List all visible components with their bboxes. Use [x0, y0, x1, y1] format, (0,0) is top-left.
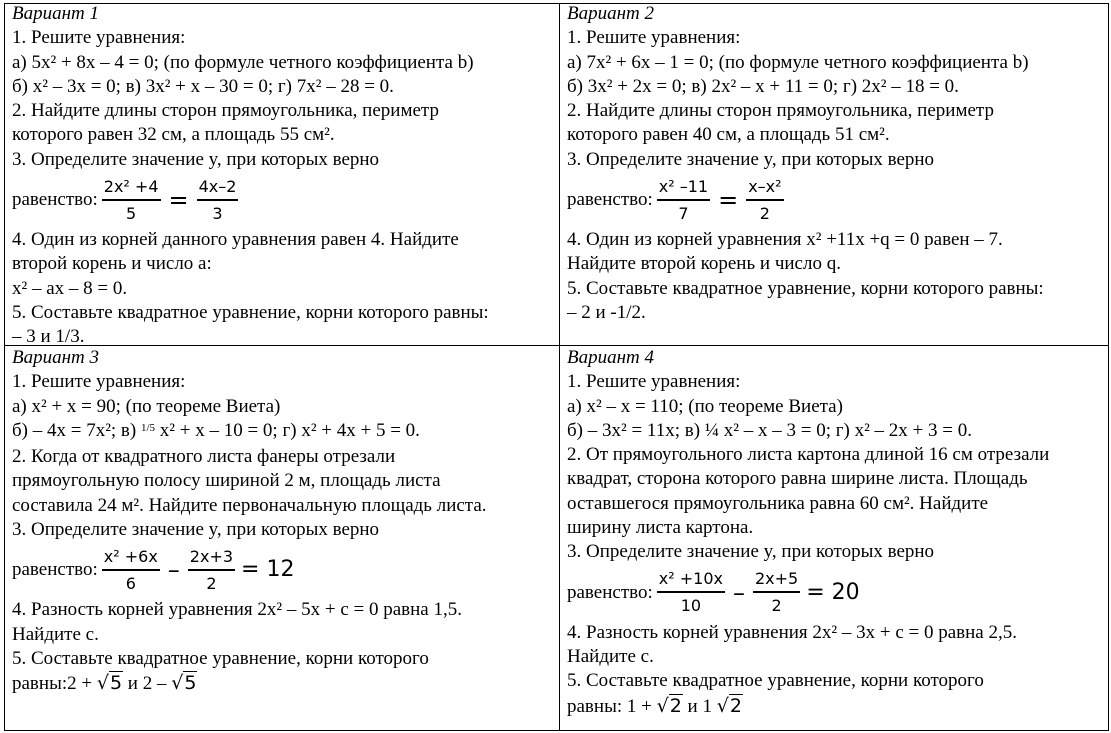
variant-2-cell: [567, 2, 1044, 325]
v4-sqrt-2-value: 2: [729, 694, 742, 717]
v4-task-2: 2. От прямоугольного листа картона длиной 16 см отрезали: [567, 444, 1050, 466]
variant-1-cell: [12, 2, 489, 350]
v4-task-5-roots: [567, 694, 1049, 719]
v1-fraction-2: [197, 177, 239, 224]
v4-eq-operator: –: [732, 578, 745, 607]
v4-f1-numerator: x² +10x: [657, 569, 725, 593]
v2-task-4: 4. Один из корней уравнения x² +11x +q = 0 равен – 7.: [567, 229, 1003, 251]
v3-sqrt-1: √5: [96, 672, 123, 695]
v1-task-5-roots: – 3 и 1/3.: [12, 326, 85, 348]
v1-f1-denominator: 5: [126, 203, 137, 223]
v3-task-4-cont: Найдите c.: [12, 623, 99, 645]
v2-task-4-cont: Найдите второй корень и число q.: [567, 253, 841, 275]
v4-task-3: 3. Определите значение y, при которых верно: [567, 541, 935, 563]
v3-fraction-one-fifth: 1/5: [140, 421, 156, 434]
v3-task-2: 2. Когда от квадратного листа фанеры отрезали: [12, 446, 396, 468]
v4-task-1: 1. Решите уравнения:: [567, 371, 741, 393]
v3-f1-numerator: x² +6x: [102, 547, 160, 571]
v3-task-5: 5. Составьте квадратное уравнение, корни которого: [12, 647, 429, 669]
v3-task-2-cont-1: прямоугольную полосу шириной 2 м, площадь листа: [12, 470, 441, 492]
v3-eq-label: равенство:: [12, 559, 98, 581]
table-vertical-divider: [559, 3, 560, 731]
variant-2-title: Вариант 2: [567, 3, 655, 24]
v3-task-5-roots: [12, 671, 487, 696]
v4-f2-denominator: 2: [771, 596, 782, 616]
v3-task-1b-end: x² + x – 10 = 0; г) x² + 4x + 5 = 0.: [159, 419, 420, 441]
v1-task-2-cont: которого равен 32 см, а площадь 55 см².: [12, 124, 335, 146]
v4-f2-numerator: 2x+5: [753, 569, 800, 593]
v4-roots-label: равны: 1 +: [567, 695, 652, 717]
v3-f1-denominator: 6: [125, 573, 136, 593]
v3-roots-label: равны:2 +: [12, 673, 93, 695]
v3-sqrt-1-value: 5: [109, 672, 123, 695]
v2-fraction-2: [746, 177, 783, 224]
v3-fraction-2: [188, 547, 235, 594]
v3-task-3: 3. Определите значение y, при которых верно: [12, 519, 380, 541]
v4-fraction-2: [753, 569, 800, 616]
v4-f1-denominator: 10: [680, 596, 702, 616]
v2-task-5-roots: – 2 и -1/2.: [567, 301, 646, 323]
v1-f1-numerator: 2x² +4: [102, 177, 161, 201]
v3-sqrt-2: √5: [171, 672, 197, 695]
v1-task-3: 3. Определите значение y, при которых верно: [12, 148, 380, 170]
v4-task-4-cont: Найдите c.: [567, 645, 654, 667]
v4-roots-mid: и 1: [687, 695, 712, 717]
v2-task-1b: б) 3x² + 2x = 0; в) 2x² – x + 11 = 0; г) 2x² – 18 = 0.: [567, 75, 959, 97]
v3-roots-mid: и 2 –: [127, 673, 167, 695]
v1-eq-label: равенство:: [12, 188, 98, 210]
v4-sqrt-2: √2: [716, 694, 742, 717]
v3-f2-numerator: 2x+3: [188, 547, 235, 571]
v3-sqrt-2-value: 5: [184, 672, 197, 695]
v2-task-1a: а) 7x² + 6x – 1 = 0; (по формуле четного коэффициента b): [567, 51, 1029, 73]
v1-task-5: 5. Составьте квадратное уравнение, корни которого равны:: [12, 301, 489, 323]
v1-task-4-equation: x² – ax – 8 = 0.: [12, 277, 128, 299]
v1-task-1: 1. Решите уравнения:: [12, 27, 186, 49]
v4-task-2-cont-1: квадрат, сторона которого равна ширине листа. Площадь: [567, 468, 1028, 490]
v3-f2-denominator: 2: [206, 573, 217, 593]
v1-task-1b: б) x² – 3x = 0; в) 3x² + x – 30 = 0; г) 7x² – 28 = 0.: [12, 75, 394, 97]
v2-f2-numerator: x–x²: [746, 177, 783, 201]
v3-eq-result: = 12: [241, 557, 295, 583]
v4-sqrt-1-value: 2: [669, 694, 682, 717]
v3-task-1b-start: б) – 4x = 7x²; в): [12, 419, 137, 441]
variant-4-cell: [567, 346, 1049, 719]
v4-eq-result: = 20: [806, 579, 860, 605]
v4-task-1a: а) x² – x = 110; (по теореме Виета): [567, 395, 843, 417]
v1-fraction-1: [102, 177, 161, 224]
v1-equation: [12, 172, 489, 228]
v4-task-1b: б) – 3x² = 11x; в) ¼ x² – x – 3 = 0; г) x² – 2x + 3 = 0.: [567, 419, 972, 441]
variant-3-title: Вариант 3: [12, 347, 100, 368]
v4-task-5: 5. Составьте квадратное уравнение, корни которого: [567, 670, 984, 692]
v2-eq-operator: =: [718, 185, 739, 214]
v3-fraction-1: [102, 547, 160, 594]
v2-f1-numerator: x² –11: [657, 177, 710, 201]
v2-task-5: 5. Составьте квадратное уравнение, корни которого равны:: [567, 277, 1044, 299]
v2-task-2: 2. Найдите длины сторон прямоугольника, периметр: [567, 100, 994, 122]
v4-equation: [567, 565, 1049, 621]
v3-task-2-cont-2: составила 24 м². Найдите первоначальную площадь листа.: [12, 494, 487, 516]
v1-task-1a: а) 5x² + 8x – 4 = 0; (по формуле четного коэффициента b): [12, 51, 474, 73]
v1-task-2: 2. Найдите длины сторон прямоугольника, периметр: [12, 100, 439, 122]
v4-eq-label: равенство:: [567, 581, 653, 603]
v3-equation: [12, 542, 487, 598]
v2-equation: [567, 172, 1044, 228]
variant-3-cell: [12, 346, 487, 697]
v1-task-4-cont: второй корень и число a:: [12, 253, 212, 275]
v3-task-1b: [12, 419, 487, 445]
v3-task-4: 4. Разность корней уравнения 2x² – 5x + c = 0 равна 1,5.: [12, 599, 462, 621]
variant-1-title: Вариант 1: [12, 3, 100, 24]
variant-4-title: Вариант 4: [567, 347, 655, 368]
v1-f2-numerator: 4x–2: [197, 177, 239, 201]
v4-sqrt-1: √2: [656, 694, 682, 717]
v1-task-4: 4. Один из корней данного уравнения равен 4. Найдите: [12, 229, 459, 251]
v3-eq-operator: –: [167, 556, 180, 585]
v2-f1-denominator: 7: [678, 203, 689, 223]
v3-task-1: 1. Решите уравнения:: [12, 371, 186, 393]
v3-task-1a: а) x² + x = 90; (по теореме Виета): [12, 395, 281, 417]
v2-f2-denominator: 2: [759, 203, 770, 223]
v1-f2-denominator: 3: [212, 203, 223, 223]
v2-task-3: 3. Определите значение y, при которых верно: [567, 148, 935, 170]
v2-task-1: 1. Решите уравнения:: [567, 27, 741, 49]
v2-eq-label: равенство:: [567, 188, 653, 210]
v4-fraction-1: [657, 569, 725, 616]
v4-task-2-cont-3: ширину листа картона.: [567, 517, 754, 539]
v2-task-2-cont: которого равен 40 см, а площадь 51 см².: [567, 124, 890, 146]
v4-task-4: 4. Разность корней уравнения 2x² – 3x + c = 0 равна 2,5.: [567, 621, 1017, 643]
v1-eq-operator: =: [168, 185, 189, 214]
v4-task-2-cont-2: оставшегося прямоугольника равна 60 см². Найдите: [567, 492, 989, 514]
v2-fraction-1: [657, 177, 710, 224]
